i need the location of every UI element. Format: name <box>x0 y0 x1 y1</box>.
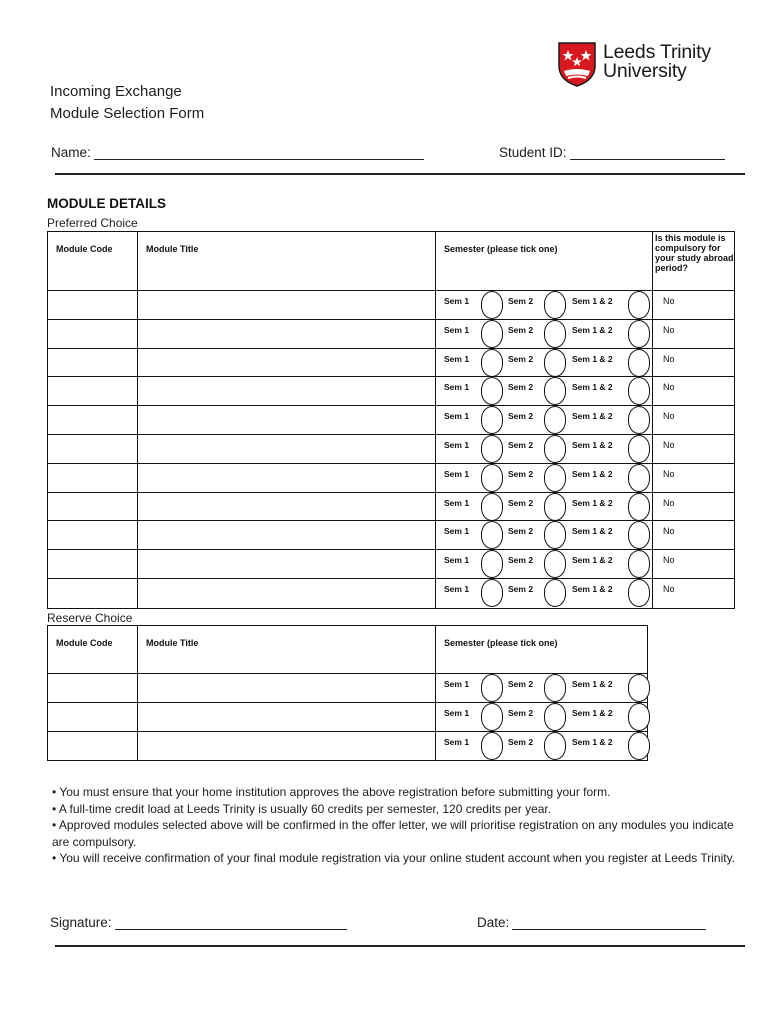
sem2-tick-circle[interactable] <box>544 349 566 377</box>
student-id-label: Student ID: <box>499 145 567 160</box>
header-module-title: Module Title <box>138 232 436 291</box>
sem1-and-2-tick-circle[interactable] <box>628 732 650 760</box>
sem2-tick-circle[interactable] <box>544 579 566 607</box>
table-row <box>48 434 735 463</box>
sem1-tick-circle[interactable] <box>481 435 503 463</box>
sem1-and-2-label: Sem 1 & 2 <box>572 382 613 393</box>
table-row <box>48 463 735 492</box>
compulsory-value: No <box>663 382 675 393</box>
sem2-tick-circle[interactable] <box>544 674 566 702</box>
semester-options <box>436 463 653 492</box>
section-heading: MODULE DETAILS <box>47 196 166 211</box>
module-title-cell[interactable] <box>138 703 436 732</box>
sem1-label: Sem 1 <box>444 737 470 747</box>
sem2-label: Sem 2 <box>508 296 534 306</box>
date-input-line[interactable] <box>512 916 706 930</box>
preferred-modules-table <box>47 231 735 609</box>
sem1-tick-circle[interactable] <box>481 674 503 702</box>
sem2-label: Sem 2 <box>508 468 534 479</box>
sem1-label: Sem 1 <box>444 526 470 537</box>
compulsory-value: No <box>663 411 675 422</box>
compulsory-select[interactable] <box>653 406 735 435</box>
sem1-tick-circle[interactable] <box>481 732 503 760</box>
sem1-label: Sem 1 <box>444 679 470 689</box>
compulsory-value: No <box>663 324 675 335</box>
module-title-cell[interactable] <box>138 521 436 550</box>
sem2-label: Sem 2 <box>508 411 534 422</box>
sem1-and-2-label: Sem 1 & 2 <box>572 583 613 594</box>
sem1-and-2-label: Sem 1 & 2 <box>572 555 613 566</box>
sem1-and-2-tick-circle[interactable] <box>628 291 650 319</box>
module-code-cell[interactable] <box>48 463 138 492</box>
sem2-tick-circle[interactable] <box>544 320 566 348</box>
sem1-and-2-tick-circle[interactable] <box>628 674 650 702</box>
sem2-label: Sem 2 <box>508 737 534 747</box>
table-row <box>48 291 735 320</box>
table-row <box>48 348 735 377</box>
header-module-code: Module Code <box>48 232 138 291</box>
sem1-tick-circle[interactable] <box>481 493 503 521</box>
table-row <box>48 492 735 521</box>
sem1-and-2-tick-circle[interactable] <box>628 349 650 377</box>
compulsory-value: No <box>663 296 675 306</box>
compulsory-value: No <box>663 526 675 537</box>
signature-label: Signature: <box>50 915 112 930</box>
module-title-cell[interactable] <box>138 319 436 348</box>
sem1-and-2-tick-circle[interactable] <box>628 493 650 521</box>
compulsory-select[interactable] <box>653 291 735 320</box>
table-row <box>48 578 735 608</box>
notes <box>52 784 752 867</box>
compulsory-select[interactable] <box>653 319 735 348</box>
signature-input-line[interactable] <box>115 916 347 930</box>
compulsory-select[interactable] <box>653 434 735 463</box>
sem1-and-2-label: Sem 1 & 2 <box>572 296 613 306</box>
sem2-tick-circle[interactable] <box>544 464 566 492</box>
sem2-tick-circle[interactable] <box>544 521 566 549</box>
module-code-cell[interactable] <box>48 377 138 406</box>
module-title-cell[interactable] <box>138 578 436 608</box>
semester-options <box>436 377 653 406</box>
table-row <box>48 521 735 550</box>
compulsory-value: No <box>663 439 675 450</box>
module-code-cell[interactable] <box>48 319 138 348</box>
sem2-label: Sem 2 <box>508 708 534 718</box>
sem2-tick-circle[interactable] <box>544 732 566 760</box>
sem1-label: Sem 1 <box>444 439 470 450</box>
module-title-cell[interactable] <box>138 406 436 435</box>
sem1-label: Sem 1 <box>444 324 470 335</box>
semester-options <box>436 521 653 550</box>
sem1-and-2-label: Sem 1 & 2 <box>572 324 613 335</box>
header-module-title: Module Title <box>138 626 436 674</box>
compulsory-select[interactable] <box>653 377 735 406</box>
sem1-and-2-label: Sem 1 & 2 <box>572 708 613 718</box>
form-title-line1: Incoming Exchange <box>50 83 182 100</box>
sem2-label: Sem 2 <box>508 439 534 450</box>
preferred-choice-label: Preferred Choice <box>47 216 138 230</box>
semester-options <box>436 434 653 463</box>
module-code-cell[interactable] <box>48 492 138 521</box>
sem1-and-2-label: Sem 1 & 2 <box>572 737 613 747</box>
compulsory-value: No <box>663 555 675 566</box>
module-title-cell[interactable] <box>138 291 436 320</box>
module-title-cell[interactable] <box>138 463 436 492</box>
note-item: • You must ensure that your home institution approves the above registration before submitting your form. <box>52 785 611 799</box>
sem1-tick-circle[interactable] <box>481 464 503 492</box>
sem1-tick-circle[interactable] <box>481 406 503 434</box>
sem1-and-2-tick-circle[interactable] <box>628 703 650 731</box>
semester-options <box>436 578 653 608</box>
sem1-and-2-label: Sem 1 & 2 <box>572 353 613 364</box>
compulsory-select[interactable] <box>653 578 735 608</box>
sem1-tick-circle[interactable] <box>481 521 503 549</box>
semester-options <box>436 674 648 703</box>
module-code-cell[interactable] <box>48 348 138 377</box>
name-label: Name: <box>51 145 91 160</box>
divider-top <box>55 173 745 175</box>
sem2-label: Sem 2 <box>508 583 534 594</box>
compulsory-value: No <box>663 353 675 364</box>
compulsory-select[interactable] <box>653 463 735 492</box>
sem1-tick-circle[interactable] <box>481 550 503 578</box>
sem2-tick-circle[interactable] <box>544 435 566 463</box>
header-compulsory: Is this module is compulsory for your study abroad period? <box>653 232 735 291</box>
sem1-tick-circle[interactable] <box>481 320 503 348</box>
reserve-choice-label: Reserve Choice <box>47 611 133 625</box>
sem1-and-2-tick-circle[interactable] <box>628 550 650 578</box>
header-module-code: Module Code <box>48 626 138 674</box>
note-item: • Approved modules selected above will be confirmed in the offer letter, we will prioritise registration on any modules you indicate are compulsory. <box>52 818 734 849</box>
sem2-label: Sem 2 <box>508 324 534 335</box>
sem1-and-2-tick-circle[interactable] <box>628 579 650 607</box>
sem1-and-2-label: Sem 1 & 2 <box>572 439 613 450</box>
compulsory-select[interactable] <box>653 348 735 377</box>
sem1-tick-circle[interactable] <box>481 349 503 377</box>
sem2-tick-circle[interactable] <box>544 291 566 319</box>
sem1-and-2-tick-circle[interactable] <box>628 320 650 348</box>
compulsory-value: No <box>663 468 675 479</box>
header-semester: Semester (please tick one) <box>436 232 653 291</box>
sem1-label: Sem 1 <box>444 411 470 422</box>
sem2-label: Sem 2 <box>508 497 534 508</box>
student-id-input-line[interactable] <box>570 146 725 160</box>
name-field[interactable] <box>51 145 424 160</box>
compulsory-value: No <box>663 497 675 508</box>
compulsory-select[interactable] <box>653 492 735 521</box>
sem1-tick-circle[interactable] <box>481 579 503 607</box>
module-code-cell[interactable] <box>48 550 138 579</box>
form-title-line2: Module Selection Form <box>50 105 205 122</box>
module-code-cell[interactable] <box>48 732 138 761</box>
module-code-cell[interactable] <box>48 703 138 732</box>
module-title-cell[interactable] <box>138 674 436 703</box>
sem1-and-2-label: Sem 1 & 2 <box>572 411 613 422</box>
module-code-cell[interactable] <box>48 406 138 435</box>
sem1-and-2-tick-circle[interactable] <box>628 521 650 549</box>
compulsory-value: No <box>663 583 675 594</box>
semester-options <box>436 703 648 732</box>
module-title-cell[interactable] <box>138 377 436 406</box>
sem2-label: Sem 2 <box>508 382 534 393</box>
module-code-cell[interactable] <box>48 674 138 703</box>
table-row <box>48 703 648 732</box>
sem1-and-2-tick-circle[interactable] <box>628 377 650 405</box>
module-code-cell[interactable] <box>48 434 138 463</box>
module-code-cell[interactable] <box>48 578 138 608</box>
sem1-label: Sem 1 <box>444 583 470 594</box>
semester-options <box>436 348 653 377</box>
sem1-and-2-tick-circle[interactable] <box>628 406 650 434</box>
name-input-line[interactable] <box>94 146 424 160</box>
sem2-label: Sem 2 <box>508 353 534 364</box>
sem2-tick-circle[interactable] <box>544 377 566 405</box>
table-row <box>48 674 648 703</box>
sem1-and-2-label: Sem 1 & 2 <box>572 468 613 479</box>
reserve-modules-table <box>47 625 648 761</box>
shield-crest-icon <box>556 40 598 88</box>
table-row <box>48 319 735 348</box>
table-row <box>48 732 648 761</box>
sem1-label: Sem 1 <box>444 353 470 364</box>
university-logo <box>556 40 726 90</box>
semester-options <box>436 550 653 579</box>
sem1-and-2-label: Sem 1 & 2 <box>572 497 613 508</box>
compulsory-select[interactable] <box>653 521 735 550</box>
sem2-label: Sem 2 <box>508 679 534 689</box>
sem2-tick-circle[interactable] <box>544 406 566 434</box>
header-semester: Semester (please tick one) <box>436 626 648 674</box>
signature-field[interactable] <box>50 915 347 930</box>
sem1-and-2-tick-circle[interactable] <box>628 435 650 463</box>
semester-options <box>436 406 653 435</box>
sem2-tick-circle[interactable] <box>544 703 566 731</box>
divider-bottom <box>55 945 745 947</box>
sem1-and-2-tick-circle[interactable] <box>628 464 650 492</box>
module-title-cell[interactable] <box>138 434 436 463</box>
module-title-cell[interactable] <box>138 348 436 377</box>
logo-text-line1: Leeds Trinity <box>603 41 711 63</box>
module-title-cell[interactable] <box>138 732 436 761</box>
semester-options <box>436 732 648 761</box>
sem1-label: Sem 1 <box>444 296 470 306</box>
module-title-cell[interactable] <box>138 492 436 521</box>
table-row <box>48 550 735 579</box>
sem2-tick-circle[interactable] <box>544 550 566 578</box>
table-row <box>48 377 735 406</box>
sem2-label: Sem 2 <box>508 526 534 537</box>
sem1-label: Sem 1 <box>444 382 470 393</box>
student-id-field[interactable] <box>499 145 725 160</box>
sem2-tick-circle[interactable] <box>544 493 566 521</box>
sem1-tick-circle[interactable] <box>481 291 503 319</box>
sem1-tick-circle[interactable] <box>481 703 503 731</box>
sem1-label: Sem 1 <box>444 468 470 479</box>
sem1-label: Sem 1 <box>444 708 470 718</box>
semester-options <box>436 492 653 521</box>
module-title-cell[interactable] <box>138 550 436 579</box>
semester-options <box>436 319 653 348</box>
sem1-label: Sem 1 <box>444 497 470 508</box>
module-code-cell[interactable] <box>48 521 138 550</box>
sem1-and-2-label: Sem 1 & 2 <box>572 679 613 689</box>
note-item: • A full-time credit load at Leeds Trinity is usually 60 credits per semester, 120 credits per year. <box>52 801 552 816</box>
semester-options <box>436 291 653 320</box>
date-field[interactable] <box>477 915 706 930</box>
sem1-label: Sem 1 <box>444 555 470 566</box>
logo-text-line2: University <box>603 60 687 82</box>
sem2-label: Sem 2 <box>508 555 534 566</box>
sem1-and-2-label: Sem 1 & 2 <box>572 526 613 537</box>
sem1-tick-circle[interactable] <box>481 377 503 405</box>
date-label: Date: <box>477 915 510 930</box>
table-row <box>48 406 735 435</box>
module-code-cell[interactable] <box>48 291 138 320</box>
note-item: • You will receive confirmation of your final module registration via your online student account when you register at Leeds Trinity. <box>52 851 736 865</box>
compulsory-select[interactable] <box>653 550 735 579</box>
